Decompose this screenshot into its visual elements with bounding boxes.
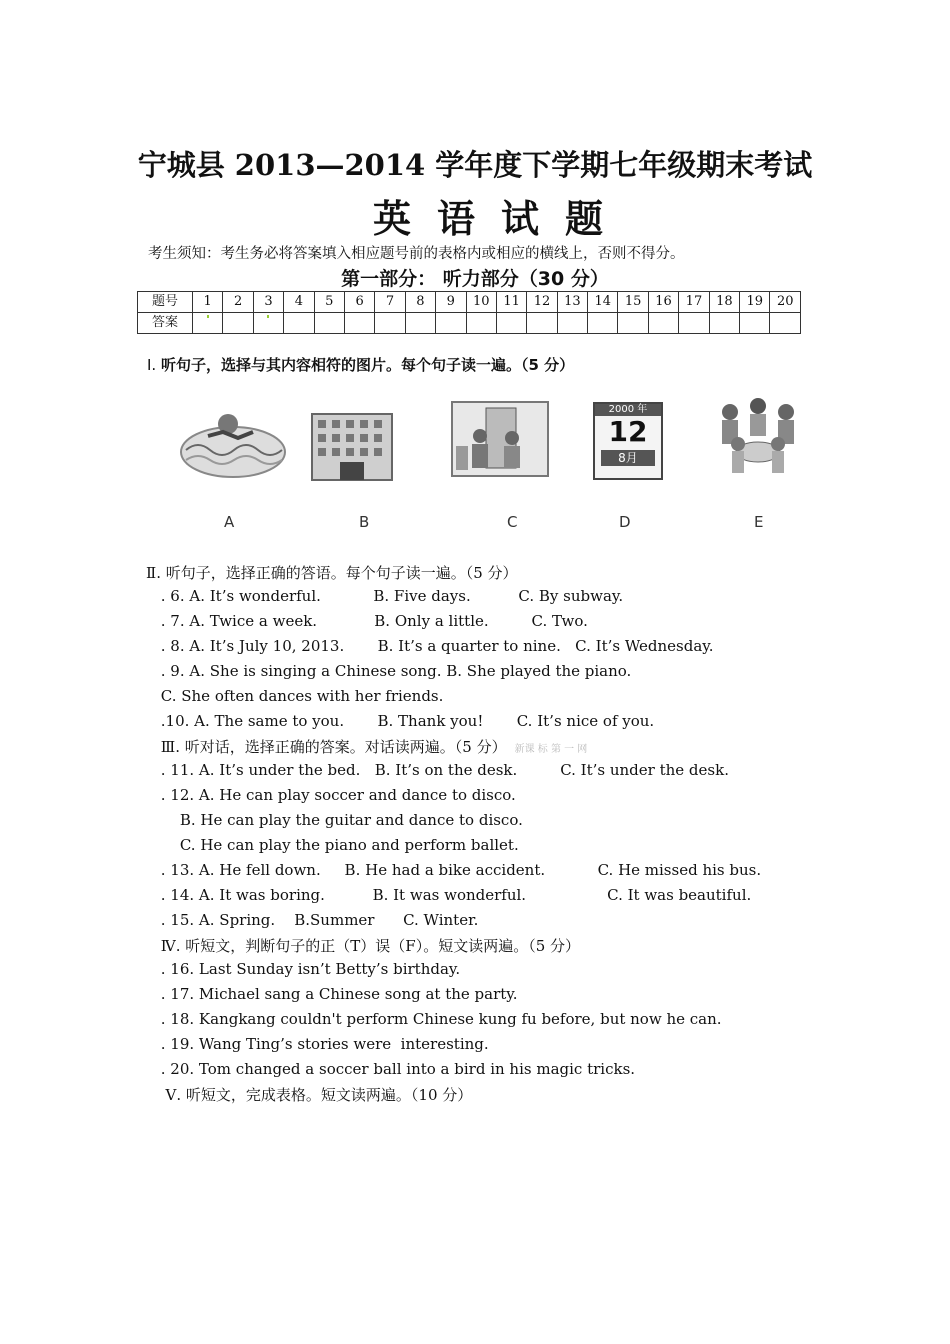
question-number-cell: 3 (253, 292, 283, 313)
section3-heading-text: Ⅲ. 听对话，选择正确的答案。对话读两遍。（5 分） (156, 738, 507, 756)
answer-table-number-row (138, 292, 801, 313)
question-number-cell: 18 (709, 292, 739, 313)
calendar-icon (593, 402, 663, 480)
answer-cell[interactable] (679, 313, 709, 334)
picture-label-b: B (359, 513, 370, 531)
calendar-year: 2000 年 (595, 404, 661, 416)
answer-cell[interactable] (466, 313, 496, 334)
section3-heading (156, 736, 587, 757)
answer-cell[interactable] (740, 313, 770, 334)
question-12: . 12. A. He can play soccer and dance to disco. (156, 786, 516, 804)
answer-cell[interactable] (253, 313, 283, 334)
watermark-text: 新课 标 第 一 网 (514, 744, 588, 755)
answer-cell[interactable] (770, 313, 801, 334)
question-8: . 8. A. It’s July 10, 2013. B. It’s a quarter to nine. C. It’s Wednesday. (156, 637, 714, 655)
answer-cell[interactable] (344, 313, 374, 334)
question-number-cell: 7 (375, 292, 405, 313)
answer-cell[interactable] (314, 313, 344, 334)
question-number-cell: 10 (466, 292, 496, 313)
question-number-cell: 11 (496, 292, 526, 313)
answer-cell[interactable] (557, 313, 587, 334)
question-number-cell: 13 (557, 292, 587, 313)
answer-cell[interactable] (375, 313, 405, 334)
exam-subtitle: 英语试题 (372, 196, 629, 241)
answer-cell[interactable] (223, 313, 253, 334)
exam-title: 宁城县 2013—2014 学年度下学期七年级期末考试 (137, 148, 813, 182)
question-number-cell: 15 (618, 292, 648, 313)
question-10: .10. A. The same to you. B. Thank you! C. It’s nice of you. (156, 712, 655, 730)
answer-cell[interactable] (436, 313, 466, 334)
answer-table (137, 291, 801, 334)
answer-cell[interactable] (618, 313, 648, 334)
section5-heading: Ⅴ. 听短文，完成表格。短文读两遍。（10 分） (156, 1086, 473, 1104)
section1-heading (147, 354, 574, 375)
question-9-option-c: C. She often dances with her friends. (156, 687, 444, 705)
question-number-cell: 19 (740, 292, 770, 313)
answer-table-row2-label: 答案 (138, 313, 193, 334)
answer-table-answer-row (138, 313, 801, 334)
answer-cell[interactable] (496, 313, 526, 334)
question-20: . 20. Tom changed a soccer ball into a bird in his magic tricks. (156, 1060, 636, 1078)
question-number-cell: 4 (284, 292, 314, 313)
friends-party-icon (712, 392, 804, 482)
exam-notice: 考生须知：考生务必将答案填入相应题号前的表格内或相应的横线上，否则不得分。 (148, 246, 685, 262)
calendar-day: 12 (608, 415, 648, 448)
answer-cell[interactable] (527, 313, 557, 334)
section4-heading: Ⅳ. 听短文，判断句子的正（T）误（F）。短文读两遍。（5 分） (156, 937, 581, 955)
answer-cell[interactable] (193, 313, 223, 334)
question-12-option-b: B. He can play the guitar and dance to disco. (156, 811, 523, 829)
question-17: . 17. Michael sang a Chinese song at the party. (156, 985, 518, 1003)
question-19: . 19. Wang Ting’s stories were interesting. (156, 1035, 489, 1053)
picture-label-a: A (224, 513, 235, 531)
question-number-cell: 12 (527, 292, 557, 313)
answer-table-row1-label: 题号 (138, 292, 193, 313)
question-16: . 16. Last Sunday isn’t Betty’s birthday. (156, 960, 461, 978)
question-number-cell: 1 (193, 292, 223, 313)
calendar-month: 8月 (601, 450, 655, 466)
question-12-option-c: C. He can play the piano and perform ballet. (156, 836, 519, 854)
question-15: . 15. A. Spring. B.Summer C. Winter. (156, 911, 479, 929)
question-number-cell: 5 (314, 292, 344, 313)
section1-roman: Ⅰ. (147, 356, 157, 374)
question-number-cell: 2 (223, 292, 253, 313)
answer-cell[interactable] (284, 313, 314, 334)
classroom-icon (450, 400, 550, 478)
picture-label-e: E (754, 513, 764, 531)
picture-label-d: D (619, 513, 631, 531)
question-6: . 6. A. It’s wonderful. B. Five days. C. By subway. (156, 587, 624, 605)
question-11: . 11. A. It’s under the bed. B. It’s on the desk. C. It’s under the desk. (156, 761, 729, 779)
building-icon (308, 410, 396, 482)
answer-cell[interactable] (648, 313, 678, 334)
question-number-cell: 14 (588, 292, 618, 313)
swimmer-icon (178, 402, 288, 482)
picture-label-c: C (507, 513, 518, 531)
question-number-cell: 20 (770, 292, 801, 313)
question-number-cell: 6 (344, 292, 374, 313)
question-number-cell: 8 (405, 292, 435, 313)
answer-cell[interactable] (405, 313, 435, 334)
question-number-cell: 9 (436, 292, 466, 313)
question-number-cell: 16 (648, 292, 678, 313)
question-9: . 9. A. She is singing a Chinese song. B. She played the piano. (156, 662, 632, 680)
question-18: . 18. Kangkang couldn't perform Chinese kung fu before, but now he can. (156, 1010, 722, 1028)
question-13: . 13. A. He fell down. B. He had a bike accident. C. He missed his bus. (156, 861, 762, 879)
question-7: . 7. A. Twice a week. B. Only a little. C. Two. (156, 612, 588, 630)
section1-instruction: 听句子，选择与其内容相符的图片。每个句子读一遍。（5 分） (160, 356, 575, 374)
answer-cell[interactable] (709, 313, 739, 334)
section2-heading: Ⅱ. 听句子，选择正确的答语。每个句子读一遍。（5 分） (146, 564, 518, 582)
question-14: . 14. A. It was boring. B. It was wonderful. C. It was beautiful. (156, 886, 752, 904)
part-heading: 第一部分： 听力部分（30 分） (341, 268, 609, 290)
question-number-cell: 17 (679, 292, 709, 313)
answer-cell[interactable] (588, 313, 618, 334)
